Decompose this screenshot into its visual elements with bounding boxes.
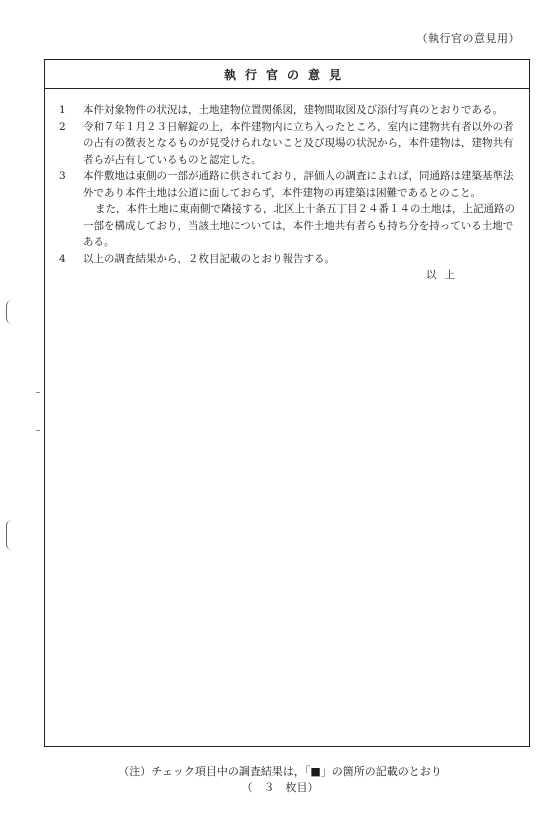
opinion-paragraph-3 [59, 168, 519, 201]
opinion-box [44, 59, 530, 747]
paragraph-text: 本件対象物件の状況は，土地建物位置関係図，建物間取図及び添付写真のとおりである。 [83, 104, 503, 116]
scan-dot [36, 392, 40, 393]
page-label: （執行官の意見用） [416, 32, 520, 45]
section-heading [45, 60, 529, 89]
section-title: 執行官の意見 [223, 67, 350, 82]
paragraph-text: 令和７年１月２３日解錠の上，本件建物内に立ち入ったところ，室内に建物共有者以外の者の占有の徴表となるものが見受けられないこと及び現場の状況から，本件建物は，建物共有者らが占有しているものと認定した。 [83, 120, 514, 166]
paragraph-number: 2 [59, 120, 66, 133]
closing-mark: 以上 [426, 269, 463, 281]
footer-note: （注）チェック項目中の調査結果は，「■」の箇所の記載のとおり [118, 765, 442, 778]
paragraph-text: 本件敷地は東側の一部が通路に供されており，評価人の調査によれば，同通路は建築基準法外であり本件土地は公道に面しておらず，本件建物の再建築は困難であるとのこと。 [83, 170, 514, 199]
opinion-body [59, 102, 519, 284]
paragraph-number: 4 [59, 252, 66, 265]
opinion-paragraph-3-continued: また，本件土地に東南側で隣接する，北区上十条五丁目２４番１４の土地は，上記通路の一部を構成しており，当該土地については，本件土地共有者らも持ち分を持っている土地である。 [83, 203, 515, 248]
paragraph-text: 以上の調査結果から，２枚目記載のとおり報告する。 [83, 252, 335, 265]
paragraph-number: 3 [59, 170, 66, 182]
page-number: （ ３ 枚目） [241, 781, 319, 794]
footer-notes [0, 764, 560, 796]
paragraph-number: 1 [59, 104, 66, 116]
binding-mark-bottom [6, 520, 13, 550]
scan-dot [36, 430, 40, 431]
opinion-paragraph-4 [59, 251, 519, 268]
opinion-paragraph-2 [59, 119, 519, 169]
binding-mark-top [6, 300, 13, 324]
opinion-paragraph-1 [59, 102, 519, 119]
